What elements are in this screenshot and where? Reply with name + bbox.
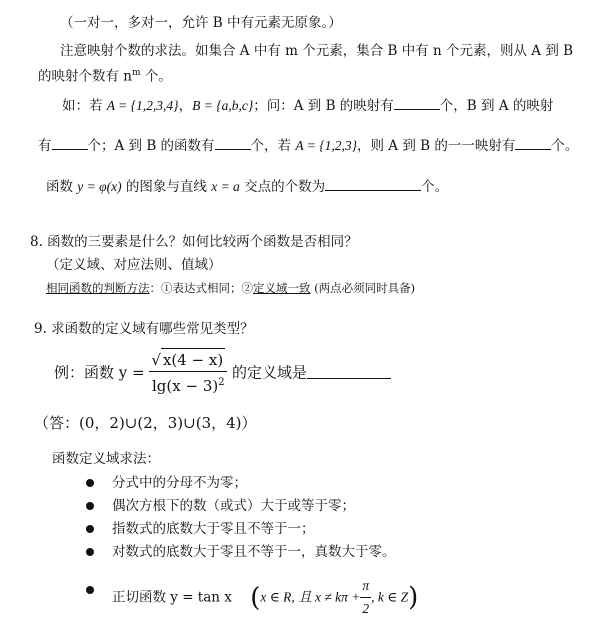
phi-line-start: 函数	[46, 179, 78, 195]
bullet-icon	[86, 548, 94, 556]
tan-paren-open: (	[250, 582, 261, 613]
example-1-set-b: B = {a,b,c}	[192, 98, 254, 113]
question-8-rule-label: 相同函数的判断方法	[46, 281, 150, 295]
bullet-icon	[86, 586, 94, 594]
bullet-icon	[86, 479, 94, 487]
note-line-1: 注意映射个数的求法。如集合 A 中有 m 个元素，集合 B 中有 n 个元素，则从 A 到 B	[60, 43, 574, 59]
sqrt-radicand: x(4 − x)	[161, 348, 225, 371]
tan-condition-a: x ∈ R, 且 x ≠ kπ +	[260, 589, 361, 605]
example-1-q1: ；问：A 到 B 的映射有	[253, 98, 394, 114]
question-9-example-prefix: 例：函数 y =	[54, 363, 145, 382]
domain-rules-title: 函数定义域求法：	[52, 451, 160, 467]
question-8-rule-text: ：①表达式相同；②	[149, 281, 253, 295]
bullet-icon	[86, 502, 94, 510]
question-8-rule-note: (两点必须同时具备)	[310, 281, 416, 295]
blank-a-to-b-functions[interactable]	[215, 137, 251, 150]
question-9-example-suffix: 的定义域是	[232, 363, 308, 382]
intro-line: （一对一，多对一，允许 B 中有元素无原象。）	[60, 15, 342, 31]
question-8-rule	[46, 279, 415, 297]
fraction-denominator	[149, 372, 227, 397]
tan-condition-b: , k ∈ Z	[371, 589, 409, 605]
denominator-text: lg(x − 3)	[152, 377, 219, 395]
blank-domain-answer[interactable]	[307, 366, 391, 379]
denominator-exponent: 2	[218, 377, 225, 388]
example-1b-mid1: 个；A 到 B 的函数有	[87, 138, 215, 154]
question-8-answer: （定义域、对应法则、值域）	[46, 257, 222, 273]
example-1-sep: ，	[178, 98, 193, 114]
example-1b-mid3: ，则 A 到 B 的一一映射有	[357, 138, 516, 154]
note-line-2-exponent: m	[132, 68, 141, 78]
example-1-prefix: 如：若	[62, 98, 107, 114]
blank-one-to-one[interactable]	[515, 137, 551, 150]
example-1-line	[62, 97, 553, 115]
example-1b-line	[38, 137, 578, 155]
pi-numerator: π	[360, 575, 371, 598]
example-1b-start: 有	[38, 138, 52, 154]
bullet-icon	[86, 525, 94, 533]
tan-rule	[112, 575, 418, 620]
question-8-title: 8. 函数的三要素是什么？如何比较两个函数是否相同？	[30, 234, 358, 250]
phi-line	[46, 178, 448, 196]
example-1-set-a: A = {1,2,3,4}	[106, 98, 179, 113]
blank-b-to-a-mappings[interactable]	[52, 137, 88, 150]
domain-fraction	[149, 348, 227, 397]
pi-denominator: 2	[362, 601, 370, 616]
pi-over-two-fraction	[360, 575, 371, 620]
phi-line-rest: 交点的个数为	[239, 179, 326, 195]
question-9-example	[54, 348, 391, 397]
phi-line-x-equals-a: x = a	[211, 179, 240, 194]
question-8-rule-domain: 定义域一致	[253, 281, 311, 295]
domain-rule-1: 分式中的分母不为零；	[112, 475, 247, 491]
note-line-2-text: 的映射个数有 n	[38, 68, 132, 85]
domain-rule-2: 偶次方根下的数（或式）大于或等于零；	[112, 498, 355, 514]
question-9-title: 9. 求函数的定义域有哪些常见类型？	[34, 321, 254, 337]
example-1b-mid2: 个，若	[250, 138, 296, 154]
example-1-q1-end: 个，B 到 A 的映射	[439, 98, 554, 114]
fraction-numerator: √ x(4 − x)	[149, 348, 227, 372]
note-line-2-end: 个。	[140, 68, 172, 85]
domain-rule-4: 对数式的底数大于零且不等于一，真数大于零。	[112, 544, 396, 560]
note-line-2	[38, 64, 172, 86]
example-1b-end: 个。	[551, 138, 579, 154]
tan-paren-close: )	[408, 582, 419, 613]
blank-intersections[interactable]	[325, 178, 421, 191]
example-1b-set-a: A = {1,2,3}	[295, 138, 358, 153]
phi-function: y = φ(x)	[77, 179, 122, 194]
phi-line-mid: 的图象与直线	[121, 179, 212, 195]
question-9-answer: （答：(0，2)∪(2，3)∪(3，4)）	[34, 414, 257, 432]
domain-rule-3: 指数式的底数大于零且不等于一；	[112, 521, 315, 537]
tan-rule-label: 正切函数 y = tan x	[112, 589, 232, 606]
blank-a-to-b-mappings[interactable]	[394, 97, 440, 110]
phi-line-end: 个。	[421, 179, 449, 195]
